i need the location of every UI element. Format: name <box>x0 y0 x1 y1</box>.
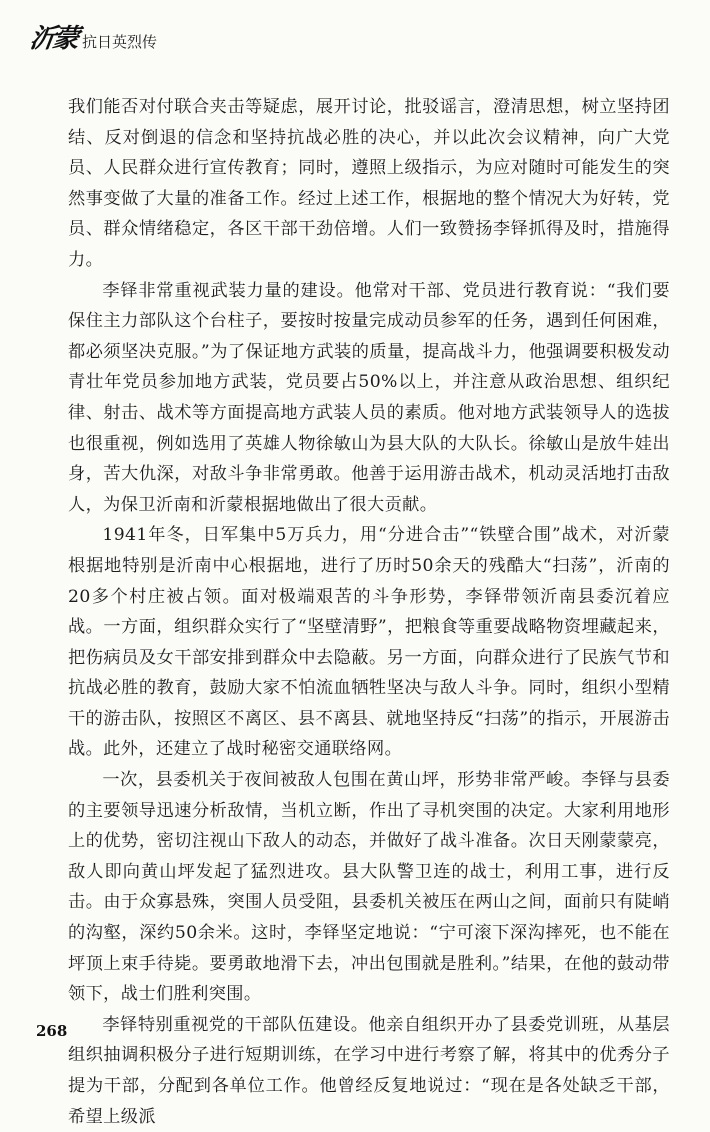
paragraph: 1941年冬，日军集中5万兵力，用“分进合击”“铁壁合围”战术，对沂蒙根据地特别是沂南中心根据地，进行了历时50余天的残酷大“扫荡”，沂南的20多个村庄被占领。面对极端艰苦的斗争形势，李铎带领沂南县委沉着应战。一方面，组织群众实行了“坚壁清野”，把粮食等重要战略物资埋藏起来，把伤病员及女干部安排到群众中去隐蔽。另一方面，向群众进行了民族气节和抗战必胜的教育，鼓励大家不怕流血牺牲坚决与敌人斗争。同时，组织小型精干的游击队，按照区不离区、县不离县、就地坚持反“扫荡”的指示，开展游击战。此外，还建立了战时秘密交通联络网。 <box>68 525 670 760</box>
paragraph: 李铎特别重视党的干部队伍建设。他亲自组织开办了县委党训班，从基层组织抽调积极分子进行短期训练，在学习中进行考察了解，将其中的优秀分子提为干部，分配到各单位工作。他曾经反复地说过：“现在是各处缺乏干部，希望上级派 <box>68 1014 670 1127</box>
paragraph: 李铎非常重视武装力量的建设。他常对干部、党员进行教育说：“我们要保住主力部队这个台柱子，要按时按量完成动员参军的任务，遇到任何困难，都必须坚决克服。”为了保证地方武装的质量，提高战斗力，他强调要积极发动青壮年党员参加地方武装，党员要占50%以上，并注意从政治思想、组织纪律、射击、战术等方面提高地方武装人员的素质。他对地方武装领导人的选拔也很重视，例如选用了英雄人物徐敏山为县大队的大队长。徐敏山是放牛娃出身，苦大仇深，对敌斗争非常勇敢。他善于运用游击战术，机动灵活地打击敌人，为保卫沂南和沂蒙根据地做出了很大贡献。 <box>68 280 670 515</box>
body-text <box>68 92 670 1132</box>
book-title: 抗日英烈传 <box>82 33 158 51</box>
series-logo: 沂蒙 <box>27 24 79 54</box>
paragraph: 一次，县委机关于夜间被敌人包围在黄山坪，形势非常严峻。李铎与县委的主要领导迅速分析敌情，当机立断，作出了寻机突围的决定。大家利用地形上的优势，密切注视山下敌人的动态，并做好了战斗准备。次日天刚蒙蒙亮，敌人即向黄山坪发起了猛烈进攻。县大队警卫连的战士，利用工事，进行反击。由于众寡悬殊，突围人员受阻，县委机关被压在两山之间，面前只有陡峭的沟壑，深约50余米。这时，李铎坚定地说：“宁可滚下深沟摔死，也不能在坪顶上束手待毙。要勇敢地滑下去，冲出包围就是胜利。”结果，在他的鼓动带领下，战士们胜利突围。 <box>68 770 670 1005</box>
running-header <box>27 24 158 54</box>
paragraph: 我们能否对付联合夹击等疑虑，展开讨论，批驳谣言，澄清思想，树立坚持团结、反对倒退的信念和坚持抗战必胜的决心，并以此次会议精神，向广大党员、人民群众进行宣传教育；同时，遵照上级指示，为应对随时可能发生的突然事变做了大量的准备工作。经过上述工作，根据地的整个情况大为好转，党员、群众情绪稳定，各区干部干劲倍增。人们一致赞扬李铎抓得及时，措施得力。 <box>68 97 670 270</box>
page-number: 268 <box>36 1022 68 1040</box>
